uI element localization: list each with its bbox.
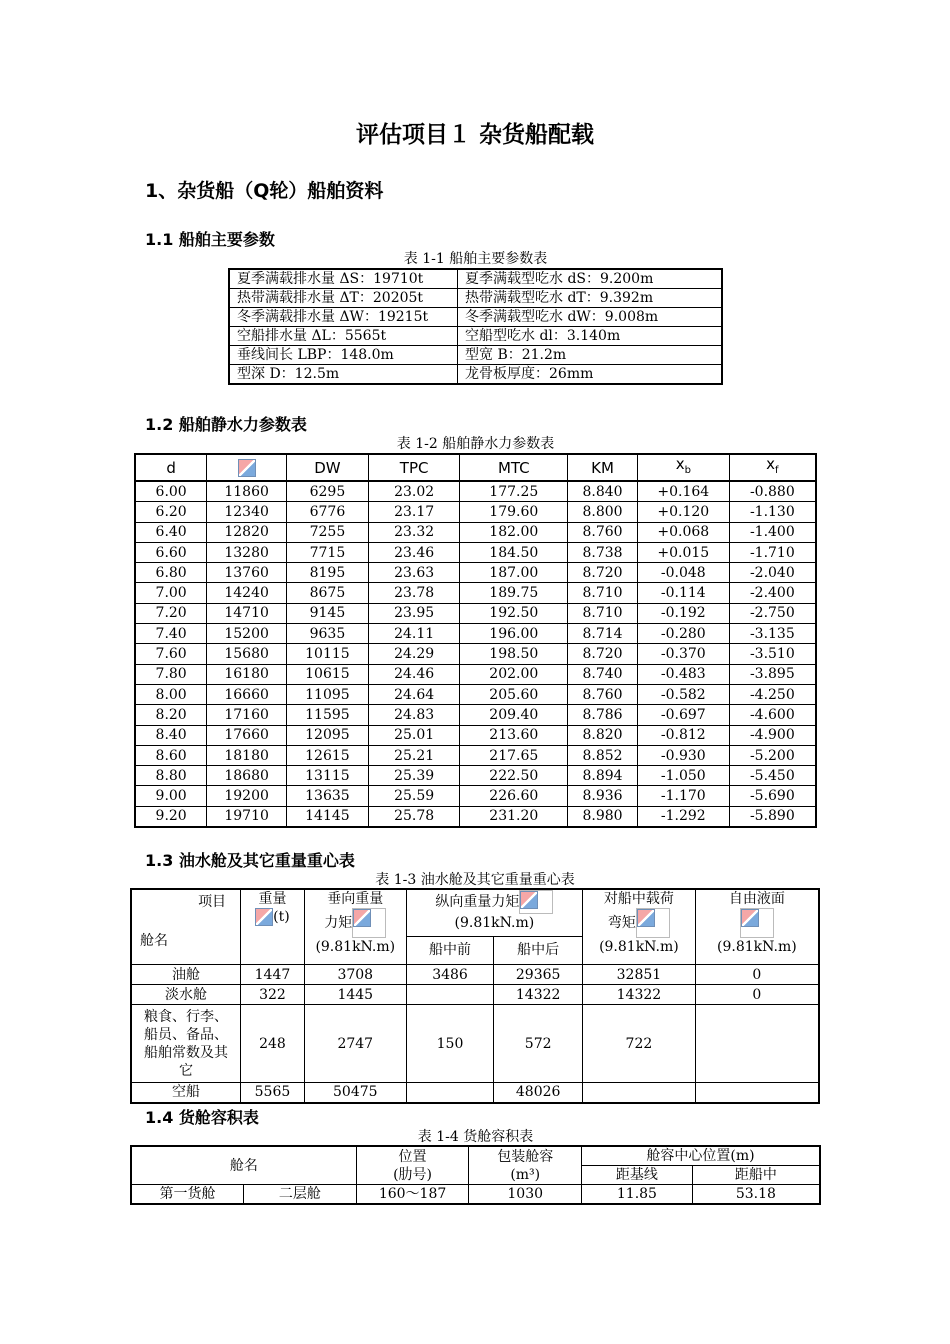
table-cell: 226.60 xyxy=(460,786,568,806)
table-cell: 8.80 xyxy=(135,766,207,786)
table-cell: 8.980 xyxy=(568,806,638,827)
table-cell: -0.880 xyxy=(729,481,816,502)
table-cell: 24.83 xyxy=(368,705,460,725)
table-cell: -4.600 xyxy=(729,705,816,725)
table-cell: -5.450 xyxy=(729,766,816,786)
table-cell: 25.59 xyxy=(368,786,460,806)
table-cell: 15200 xyxy=(207,624,287,644)
table-cell: -1.710 xyxy=(729,542,816,562)
table-cell: 205.60 xyxy=(460,684,568,704)
table-cell: 8.710 xyxy=(568,583,638,603)
header-longitudinal-unit: (9.81kN.m) xyxy=(454,915,535,931)
table-row xyxy=(135,624,816,644)
header-weight xyxy=(241,889,305,965)
table-cell: 0 xyxy=(695,965,819,985)
table-cell: 722 xyxy=(583,1005,696,1083)
parameter-right-cell: 夏季满载型吃水 dS：9.200m xyxy=(458,269,723,289)
table-cell: 11.85 xyxy=(582,1185,693,1205)
table-cell: +0.015 xyxy=(637,542,729,562)
table-cell: 18680 xyxy=(207,766,287,786)
table-cell: 23.46 xyxy=(368,542,460,562)
col-header-displacement xyxy=(207,454,287,481)
parameter-row xyxy=(229,346,722,365)
table-cell: 23.17 xyxy=(368,502,460,522)
table-cell: 23.63 xyxy=(368,563,460,583)
parameter-row xyxy=(229,289,722,308)
table-cell: 8.738 xyxy=(568,542,638,562)
table-row xyxy=(135,644,816,664)
table-caption-1-1: 表 1-1 船舶主要参数表 xyxy=(403,251,548,267)
col-header-xf: $x_f$ xyxy=(729,454,816,481)
table-cell: 196.00 xyxy=(460,624,568,644)
table-cell: 9.20 xyxy=(135,806,207,827)
table-cell: 160～187 xyxy=(356,1185,469,1205)
header-forward: 船中前 xyxy=(406,936,494,964)
table-cell: 222.50 xyxy=(460,766,568,786)
tank-name-cell: 淡水舱 xyxy=(131,985,241,1005)
table-cell: -0.483 xyxy=(637,664,729,684)
parameter-left-cell: 型深 D：12.5m xyxy=(229,365,458,385)
table-cell: 6.60 xyxy=(135,542,207,562)
table-cell: -5.690 xyxy=(729,786,816,806)
table-cell: 8195 xyxy=(287,563,369,583)
table-cell: 192.50 xyxy=(460,603,568,623)
table-row xyxy=(135,583,816,603)
table-cell: 217.65 xyxy=(460,745,568,765)
table-cell: +0.164 xyxy=(637,481,729,502)
table-cell: -0.582 xyxy=(637,684,729,704)
table-cell: 322 xyxy=(241,985,305,1005)
table-caption-1-4: 表 1-4 货舱容积表 xyxy=(417,1129,534,1145)
table-cell: +0.120 xyxy=(637,502,729,522)
subsection-heading-1-2: 1.2 船舶静水力参数表 xyxy=(145,415,307,434)
table-cell: 198.50 xyxy=(460,644,568,664)
table-cell: 8.800 xyxy=(568,502,638,522)
table-row xyxy=(135,725,816,745)
header-free-surface-label: 自由液面 xyxy=(728,891,785,907)
broken-image-icon xyxy=(740,908,774,938)
table-cell: 23.32 xyxy=(368,522,460,542)
table-cell xyxy=(695,1005,819,1083)
header-capacity-label: 包装舱容 xyxy=(497,1148,554,1165)
table-cell: -0.930 xyxy=(637,745,729,765)
table-cell: 11095 xyxy=(287,684,369,704)
table-cell: 12095 xyxy=(287,725,369,745)
table-row xyxy=(135,481,816,502)
table-caption-1-2: 表 1-2 船舶静水力参数表 xyxy=(396,436,555,452)
table-cell: 8675 xyxy=(287,583,369,603)
parameter-right-cell: 热带满载型吃水 dT：9.392m xyxy=(458,289,723,308)
parameter-right-cell: 冬季满载型吃水 dW：9.008m xyxy=(458,308,723,327)
parameter-right-cell: 空船型吃水 dl：3.140m xyxy=(458,327,723,346)
table-cell xyxy=(406,985,494,1005)
header-bending-label-2: 弯矩 xyxy=(607,915,636,931)
table-cell: 8.720 xyxy=(568,563,638,583)
table-row xyxy=(131,1005,819,1083)
table-cell: -5.890 xyxy=(729,806,816,827)
parameter-row xyxy=(229,269,722,289)
table-cell: 25.78 xyxy=(368,806,460,827)
table-cell: 13280 xyxy=(207,542,287,562)
tank-name-cell: 油舱 xyxy=(131,965,241,985)
table-cell: 213.60 xyxy=(460,725,568,745)
table-cell: 8.720 xyxy=(568,644,638,664)
col-header-mtc: MTC xyxy=(460,454,568,481)
table-cell: -4.250 xyxy=(729,684,816,704)
col-header-tpc: TPC xyxy=(368,454,460,481)
broken-image-icon xyxy=(255,908,273,926)
header-position xyxy=(356,1146,469,1185)
table-cell: -2.400 xyxy=(729,583,816,603)
table-cell: 231.20 xyxy=(460,806,568,827)
table-cell: 50475 xyxy=(304,1083,406,1103)
table-cell: 11860 xyxy=(207,481,287,502)
table-cell: 7255 xyxy=(287,522,369,542)
table-cell: 248 xyxy=(241,1005,305,1083)
table-cell: 7.60 xyxy=(135,644,207,664)
table-cell: 150 xyxy=(406,1005,494,1083)
table-cell: 8.840 xyxy=(568,481,638,502)
table-cell: -5.200 xyxy=(729,745,816,765)
table-cell: 10115 xyxy=(287,644,369,664)
table-cell: 25.01 xyxy=(368,725,460,745)
table-cell: 184.50 xyxy=(460,542,568,562)
table-cell: 6.20 xyxy=(135,502,207,522)
table-cell: 13115 xyxy=(287,766,369,786)
table-row xyxy=(131,965,819,985)
table-cell: -1.292 xyxy=(637,806,729,827)
table-cell: 24.64 xyxy=(368,684,460,704)
table-cell: 17660 xyxy=(207,725,287,745)
header-free-surface-unit: (9.81kN.m) xyxy=(717,939,797,955)
table-cell: 6295 xyxy=(287,481,369,502)
table-cell: 25.39 xyxy=(368,766,460,786)
table-cell: 24.11 xyxy=(368,624,460,644)
table-cell: 23.78 xyxy=(368,583,460,603)
table-cell: +0.068 xyxy=(637,522,729,542)
cargo-hold-capacity-table xyxy=(130,1145,821,1205)
table-cell: 14710 xyxy=(207,603,287,623)
table-cell: 29365 xyxy=(494,965,583,985)
header-bale-capacity xyxy=(469,1146,582,1185)
table-cell: 24.29 xyxy=(368,644,460,664)
table-row xyxy=(135,705,816,725)
parameter-row xyxy=(229,327,722,346)
hydrostatic-table xyxy=(134,453,817,828)
parameter-left-cell: 空船排水量 ΔL：5565t xyxy=(229,327,458,346)
table-cell: 16660 xyxy=(207,684,287,704)
table-cell: 53.18 xyxy=(692,1185,820,1205)
table-cell: 24.46 xyxy=(368,664,460,684)
table-cell: 23.02 xyxy=(368,481,460,502)
table-cell: 32851 xyxy=(583,965,696,985)
header-from-baseline: 距基线 xyxy=(582,1166,693,1185)
table-cell: 8.760 xyxy=(568,684,638,704)
table-cell: 15680 xyxy=(207,644,287,664)
table-cell: -0.048 xyxy=(637,563,729,583)
header-vertical-moment xyxy=(304,889,406,965)
header-position-label: 位置 xyxy=(398,1148,427,1165)
header-position-sub: (肋号) xyxy=(393,1166,433,1183)
table-cell: 7.40 xyxy=(135,624,207,644)
table-cell: 9635 xyxy=(287,624,369,644)
table-cell: 14322 xyxy=(494,985,583,1005)
table-cell: 7.20 xyxy=(135,603,207,623)
table-cell: 8.20 xyxy=(135,705,207,725)
table-cell: 1447 xyxy=(241,965,305,985)
table-cell: 23.95 xyxy=(368,603,460,623)
table-cell: 12820 xyxy=(207,522,287,542)
table-cell: 177.25 xyxy=(460,481,568,502)
header-tank-label: 舱名 xyxy=(140,933,168,949)
table-cell: 5565 xyxy=(241,1083,305,1103)
header-from-midship: 距船中 xyxy=(692,1166,820,1185)
header-vertical-label: 垂向重量 xyxy=(327,891,384,907)
table-cell: 7.00 xyxy=(135,583,207,603)
table-cell: 8.936 xyxy=(568,786,638,806)
table-cell xyxy=(406,1083,494,1103)
table-cell: 19710 xyxy=(207,806,287,827)
table-cell: 9145 xyxy=(287,603,369,623)
table-cell: -3.510 xyxy=(729,644,816,664)
broken-image-icon xyxy=(519,890,553,914)
header-free-surface xyxy=(695,889,819,965)
parameter-row xyxy=(229,308,722,327)
broken-image-icon xyxy=(352,908,386,938)
header-longitudinal-moment xyxy=(406,889,582,936)
page-title: 评估项目１ 杂货船配载 xyxy=(355,122,594,148)
table-cell: 6776 xyxy=(287,502,369,522)
subsection-heading-1-1: 1.1 船舶主要参数 xyxy=(145,230,275,249)
table-row xyxy=(135,563,816,583)
table-cell: -1.170 xyxy=(637,786,729,806)
table-cell: 18180 xyxy=(207,745,287,765)
header-capacity-unit: (m³) xyxy=(510,1166,541,1183)
table-cell: 8.820 xyxy=(568,725,638,745)
table-row xyxy=(135,664,816,684)
table-cell: 8.40 xyxy=(135,725,207,745)
table-cell: -1.130 xyxy=(729,502,816,522)
table-cell: -1.400 xyxy=(729,522,816,542)
table-cell: 6.00 xyxy=(135,481,207,502)
table-cell: -0.192 xyxy=(637,603,729,623)
table-row xyxy=(131,1083,819,1103)
tank-name-cell: 粮食、行李、船员、备品、船舶常数及其它 xyxy=(131,1005,241,1083)
table-cell: 202.00 xyxy=(460,664,568,684)
table-cell: -0.280 xyxy=(637,624,729,644)
table-cell: -0.114 xyxy=(637,583,729,603)
parameter-row xyxy=(229,365,722,385)
table-cell: 3708 xyxy=(304,965,406,985)
table-cell: 6.40 xyxy=(135,522,207,542)
section-heading: 1、杂货船（Q轮）船舶资料 xyxy=(145,180,384,202)
broken-image-icon xyxy=(238,459,256,477)
header-aft: 船中后 xyxy=(494,936,583,964)
table-cell: 8.786 xyxy=(568,705,638,725)
parameter-right-cell: 型宽 B：21.2m xyxy=(458,346,723,365)
header-bending-label: 对船中载荷 xyxy=(603,891,674,907)
table-cell: 8.00 xyxy=(135,684,207,704)
table-cell: 3486 xyxy=(406,965,494,985)
header-bending-unit: (9.81kN.m) xyxy=(599,939,679,955)
table-cell: -1.050 xyxy=(637,766,729,786)
header-bending-moment xyxy=(583,889,696,965)
table-cell: 189.75 xyxy=(460,583,568,603)
table-cell: 9.00 xyxy=(135,786,207,806)
table-cell: -0.812 xyxy=(637,725,729,745)
table-cell: 182.00 xyxy=(460,522,568,542)
table-cell: 2747 xyxy=(304,1005,406,1083)
table-cell: 17160 xyxy=(207,705,287,725)
table-row xyxy=(135,603,816,623)
table-cell: 8.710 xyxy=(568,603,638,623)
table-cell: 1445 xyxy=(304,985,406,1005)
table-cell: 25.21 xyxy=(368,745,460,765)
table-row xyxy=(135,502,816,522)
table-cell: 7715 xyxy=(287,542,369,562)
table-cell: 8.852 xyxy=(568,745,638,765)
table-cell: 8.60 xyxy=(135,745,207,765)
table-cell: 16180 xyxy=(207,664,287,684)
table-cell: 10615 xyxy=(287,664,369,684)
header-hold-name: 舱名 xyxy=(131,1146,356,1185)
tank-name-cell: 空船 xyxy=(131,1083,241,1103)
table-row xyxy=(135,522,816,542)
table-cell: 19200 xyxy=(207,786,287,806)
table-cell: 572 xyxy=(494,1005,583,1083)
parameter-left-cell: 热带满载排水量 ΔT：20205t xyxy=(229,289,458,308)
header-weight-label: 重量 xyxy=(258,891,287,907)
main-parameters-table xyxy=(228,268,723,385)
table-cell: 209.40 xyxy=(460,705,568,725)
table-cell: -3.895 xyxy=(729,664,816,684)
table-cell: -2.040 xyxy=(729,563,816,583)
table-cell: -4.900 xyxy=(729,725,816,745)
table-cell: 8.714 xyxy=(568,624,638,644)
table-cell: 0 xyxy=(695,985,819,1005)
table-cell xyxy=(583,1083,696,1103)
header-longitudinal-label: 纵向重量力矩 xyxy=(435,894,520,910)
table-cell: 7.80 xyxy=(135,664,207,684)
table-cell: 14240 xyxy=(207,583,287,603)
table-row xyxy=(135,542,816,562)
table-row xyxy=(131,985,819,1005)
table-cell: 13635 xyxy=(287,786,369,806)
table-cell: 14145 xyxy=(287,806,369,827)
col-header-dw: DW xyxy=(287,454,369,481)
table-cell: -2.750 xyxy=(729,603,816,623)
oil-water-tank-table xyxy=(130,888,820,1104)
table-row xyxy=(135,684,816,704)
table-cell: 13760 xyxy=(207,563,287,583)
table-cell xyxy=(695,1083,819,1103)
col-header-km: KM xyxy=(568,454,638,481)
parameter-left-cell: 冬季满载排水量 ΔW：19215t xyxy=(229,308,458,327)
col-header-xb: $x_b$ xyxy=(637,454,729,481)
table-cell: -0.697 xyxy=(637,705,729,725)
table-cell: 187.00 xyxy=(460,563,568,583)
parameter-left-cell: 垂线间长 LBP：148.0m xyxy=(229,346,458,365)
broken-image-icon xyxy=(636,908,670,938)
header-weight-unit: (t) xyxy=(273,909,290,925)
subsection-heading-1-4: 1.4 货舱容积表 xyxy=(145,1108,259,1127)
table-cell: 8.760 xyxy=(568,522,638,542)
table-cell: 179.60 xyxy=(460,502,568,522)
table-cell: -3.135 xyxy=(729,624,816,644)
table-row xyxy=(131,1185,820,1205)
table-cell: 二层舱 xyxy=(244,1185,357,1205)
table-cell: 11595 xyxy=(287,705,369,725)
header-vertical-label-2: 力矩 xyxy=(324,915,353,931)
table-cell: -0.370 xyxy=(637,644,729,664)
table-cell: 48026 xyxy=(494,1083,583,1103)
header-capacity-center: 舱容中心位置(m) xyxy=(582,1146,820,1166)
table-cell: 1030 xyxy=(469,1185,582,1205)
header-item-label: 项目 xyxy=(198,894,227,910)
subsection-heading-1-3: 1.3 油水舱及其它重量重心表 xyxy=(145,851,355,870)
table-cell: 14322 xyxy=(583,985,696,1005)
table-cell: 8.894 xyxy=(568,766,638,786)
table-row xyxy=(135,745,816,765)
parameter-left-cell: 夏季满载排水量 ΔS：19710t xyxy=(229,269,458,289)
header-item-tank xyxy=(131,889,241,965)
table-cell: 12615 xyxy=(287,745,369,765)
parameter-right-cell: 龙骨板厚度：26mm xyxy=(458,365,723,385)
table-cell: 6.80 xyxy=(135,563,207,583)
col-header-d: d xyxy=(135,454,207,481)
table-row xyxy=(135,806,816,827)
table-row xyxy=(135,786,816,806)
table-cell: 8.740 xyxy=(568,664,638,684)
table-row xyxy=(135,766,816,786)
table-cell: 12340 xyxy=(207,502,287,522)
table-caption-1-3: 表 1-3 油水舱及其它重量重心表 xyxy=(375,872,575,888)
header-vertical-unit: (9.81kN.m) xyxy=(315,939,396,955)
table-cell: 第一货舱 xyxy=(131,1185,244,1205)
